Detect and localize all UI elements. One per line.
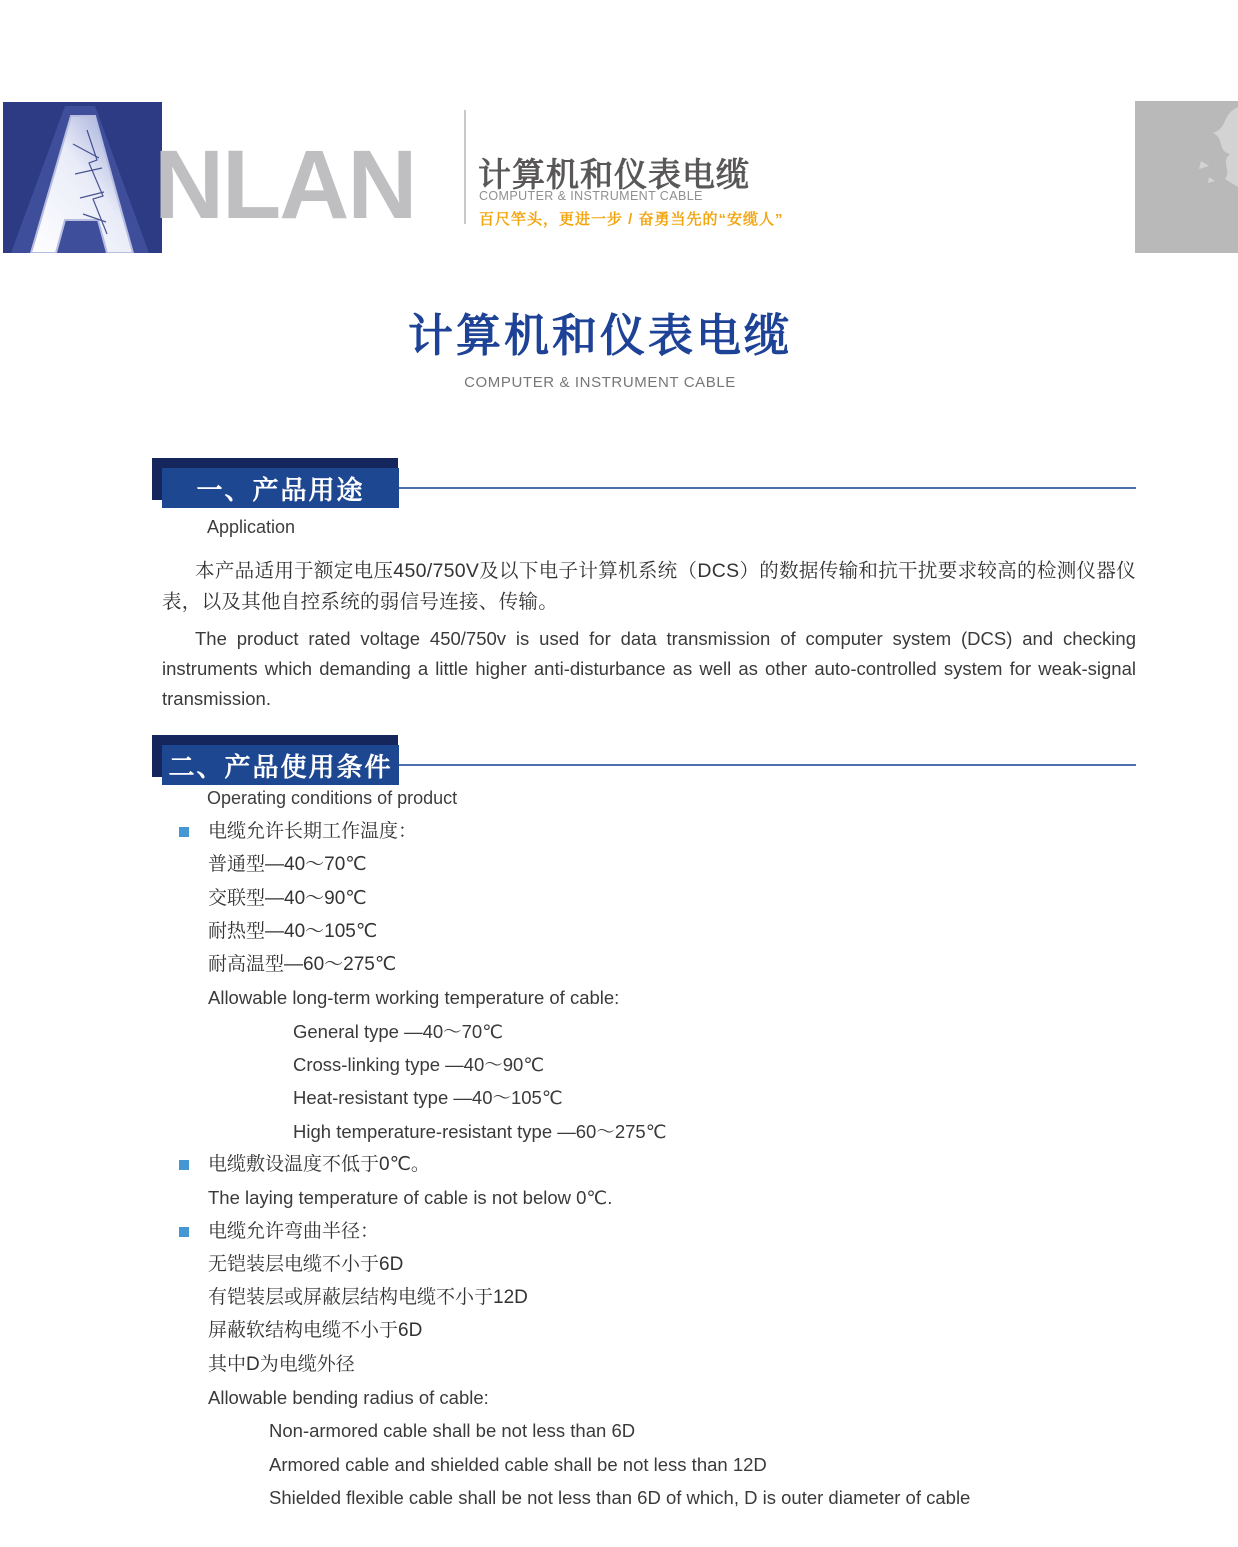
section-1-header xyxy=(152,458,1136,510)
list-item-text: 交联型—40～90℃ xyxy=(208,887,367,909)
list-item xyxy=(162,1381,1142,1414)
list-item xyxy=(162,1348,1142,1381)
list-item-text: 电缆敷设温度不低于0℃。 xyxy=(208,1153,430,1175)
list-item xyxy=(162,1148,1142,1181)
section-1-rule xyxy=(399,487,1136,489)
list-item xyxy=(162,882,1142,915)
list-item-text: The laying temperature of cable is not below 0℃. xyxy=(208,1187,613,1209)
list-item-text: Heat-resistant type —40～105℃ xyxy=(293,1087,563,1109)
list-item xyxy=(162,815,1142,848)
list-item-text: Cross-linking type —40～90℃ xyxy=(293,1054,545,1076)
header-divider xyxy=(464,110,466,224)
list-item xyxy=(162,948,1142,981)
list-item-text: 普通型—40～70℃ xyxy=(208,854,367,876)
header-product-title-cn: 计算机和仪表电缆 xyxy=(478,156,750,193)
list-item xyxy=(162,1115,1142,1148)
list-item-text: 其中D为电缆外径 xyxy=(208,1353,355,1375)
list-item xyxy=(162,1414,1142,1447)
list-item-text: Non-armored cable shall be not less than 6D xyxy=(269,1420,636,1442)
list-item-text: 耐高温型—60～275℃ xyxy=(208,954,397,976)
list-item-text: 无铠装层电缆不小于6D xyxy=(208,1253,404,1275)
section-2-rule xyxy=(399,764,1136,766)
list-item-text: 屏蔽软结构电缆不小于6D xyxy=(208,1320,423,1342)
application-paragraph-en: The product rated voltage 450/750v is used for data transmission of computer system (DCS) and checking instruments which demanding a little higher anti-disturbance as well as other auto-controlled system for weak-signal transmission. xyxy=(162,628,1136,709)
list-item-text: Allowable bending radius of cable: xyxy=(208,1387,489,1409)
list-item xyxy=(162,1481,1142,1514)
page-subtitle: COMPUTER & INSTRUMENT CABLE xyxy=(464,374,736,391)
application-paragraph-cn: 本产品适用于额定电压450/750V及以下电子计算机系统（DCS）的数据传输和抗干扰要求较高的检测仪器仪表，以及其他自控系统的弱信号连接、传输。 xyxy=(162,560,1136,613)
list-item xyxy=(162,1048,1142,1081)
list-item xyxy=(162,1015,1142,1048)
section-2-heading: 二、产品使用条件 xyxy=(162,745,399,785)
list-item-text: Armored cable and shielded cable shall be not less than 12D xyxy=(269,1453,767,1475)
section-1-heading: 一、产品用途 xyxy=(162,468,399,508)
list-item xyxy=(162,1081,1142,1114)
list-item xyxy=(162,1314,1142,1347)
list-item-text: High temperature-resistant type —60～275℃ xyxy=(293,1120,667,1142)
logo-wordmark: NLAN xyxy=(154,130,416,239)
list-item xyxy=(162,1248,1142,1281)
anlan-logo-icon xyxy=(3,102,162,253)
list-item xyxy=(162,1281,1142,1314)
section-2-header xyxy=(152,735,1136,787)
list-bullet-icon xyxy=(179,1227,189,1237)
page-title: 计算机和仪表电缆 xyxy=(407,310,792,361)
list-bullet-icon xyxy=(179,1160,189,1170)
list-bullet-icon xyxy=(179,827,189,837)
corner-decoration-image xyxy=(1135,101,1238,253)
header-product-title-en: COMPUTER & INSTRUMENT CABLE xyxy=(479,189,703,203)
list-item-text: 有铠装层或屏蔽层结构电缆不小于12D xyxy=(208,1287,528,1309)
list-item xyxy=(162,1215,1142,1248)
list-item xyxy=(162,848,1142,881)
list-item-text: 电缆允许弯曲半径： xyxy=(208,1220,380,1242)
operating-conditions-list xyxy=(162,815,1142,1514)
header-slogan: 百尺竿头，更进一步 / 奋勇当先的“安缆人” xyxy=(479,211,784,228)
list-item-text: 电缆允许长期工作温度： xyxy=(208,821,418,842)
list-item xyxy=(162,1448,1142,1481)
section-2-subheading: Operating conditions of product xyxy=(207,788,458,808)
list-item-text: General type —40～70℃ xyxy=(293,1020,503,1042)
page-title-block xyxy=(0,299,1200,391)
list-item-text: Shielded flexible cable shall be not less than 6D of which, D is outer diameter of cable xyxy=(269,1486,971,1508)
list-item xyxy=(162,915,1142,948)
list-item-text: Allowable long-term working temperature of cable: xyxy=(208,987,620,1009)
list-item xyxy=(162,1181,1142,1214)
list-item xyxy=(162,981,1142,1014)
section-1-subheading: Application xyxy=(207,517,296,537)
list-item-text: 耐热型—40～105℃ xyxy=(208,920,378,942)
